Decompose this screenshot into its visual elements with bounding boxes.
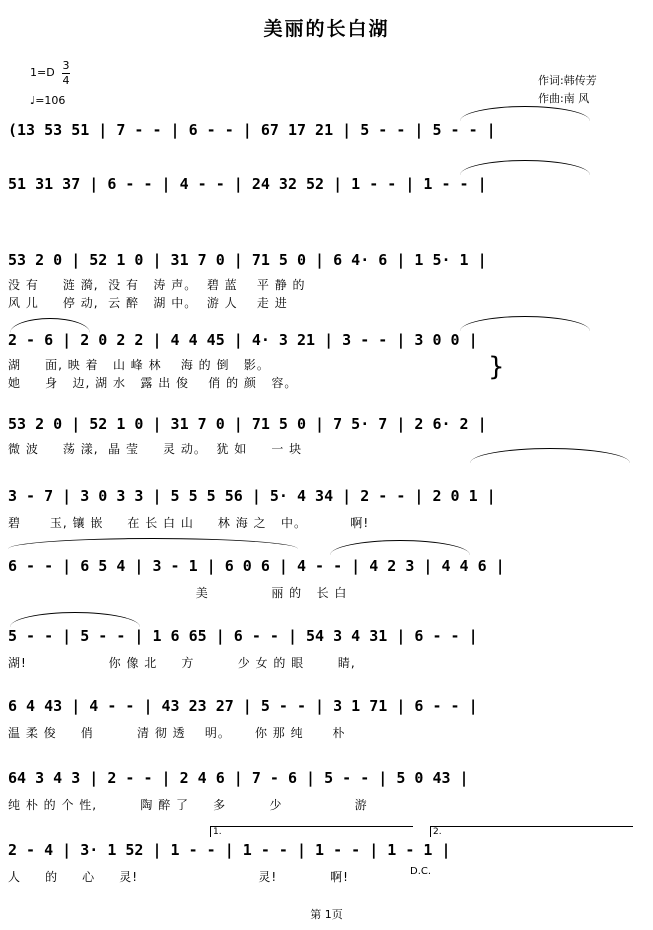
lyric-row-4-verse-2: 她 身 边, 湖 水 露 出 俊 俏 的 颜 容。 (8, 376, 298, 390)
page-number: 第 1页 (310, 908, 343, 921)
tie-arc (10, 318, 90, 333)
volta-2: 2. (430, 826, 633, 837)
time-top: 3 (62, 59, 70, 72)
notes-row-5: 53 2 0 | 52 1 0 | 31 7 0 | 71 5 0 | 7 5· 7 | 2 6· 2 | (8, 415, 487, 433)
lyric-row-11: 人 的 心 灵! 灵! 啊! (8, 870, 349, 884)
time-signature (62, 60, 70, 87)
volta-1: 1. (210, 826, 413, 837)
lyric-row-3-verse-1: 没 有 涟 漪, 没 有 涛 声。 碧 蓝 平 静 的 (8, 278, 306, 292)
notes-row-8: 5 - - | 5 - - | 1 6 65 | 6 - - | 54 3 4 31 | 6 - - | (8, 627, 478, 645)
tie-arc (460, 160, 590, 175)
dc-marking: D.C. (410, 866, 432, 877)
tie-arc (460, 316, 590, 331)
notes-row-6: 3 - 7 | 3 0 3 3 | 5 5 5 56 | 5· 4 34 | 2 - - | 2 0 1 | (8, 487, 496, 505)
tie-arc (10, 612, 140, 627)
notes-row-10: 64 3 4 3 | 2 - - | 2 4 6 | 7 - 6 | 5 - - | 5 0 43 | (8, 769, 469, 787)
tie-arc (330, 540, 470, 555)
lyric-row-9: 温 柔 俊 俏 清 彻 透 明。 你 那 纯 朴 (8, 726, 346, 740)
song-title: 美丽的长白湖 (263, 18, 390, 40)
tempo-marking: ♩=106 (30, 94, 66, 107)
notes-row-11: 2 - 4 | 3· 1 52 | 1 - - | 1 - - | 1 - - | 1 - 1 | (8, 841, 451, 859)
lyric-row-4-verse-1: 湖 面, 映 着 山 峰 林 海 的 倒 影。 (8, 358, 270, 372)
lyric-row-5: 微 波 荡 漾, 晶 莹 灵 动。 犹 如 一 块 (8, 442, 303, 456)
composer-credit: 作曲:南 风 (538, 92, 590, 105)
notes-row-7: 6 - - | 6 5 4 | 3 - 1 | 6 0 6 | 4 - - | 4 2 3 | 4 4 6 | (8, 557, 505, 575)
notes-row-4: 2 - 6 | 2 0 2 2 | 4 4 45 | 4· 3 21 | 3 - - | 3 0 0 | (8, 331, 478, 349)
lyric-row-3-verse-2: 风 儿 停 动, 云 醉 湖 中。 游 人 走 进 (8, 296, 288, 310)
time-bottom: 4 (62, 74, 70, 87)
score-row-1 (8, 120, 636, 154)
lyric-row-6: 碧 玉, 镶 嵌 在 长 白 山 林 海 之 中。 啊! (8, 516, 370, 530)
score-row-2 (8, 174, 636, 208)
lyric-row-8: 湖! 你 像 北 方 少 女 的 眼 睛, (8, 656, 356, 670)
slur-arc (8, 538, 298, 549)
notes-row-1: (13 53 51 | 7 - - | 6 - - | 67 17 21 | 5 - - | 5 - - | (8, 121, 496, 139)
notes-row-3: 53 2 0 | 52 1 0 | 31 7 0 | 71 5 0 | 6 4· 6 | 1 5· 1 | (8, 251, 487, 269)
tie-arc (470, 448, 630, 463)
notes-row-9: 6 4 43 | 4 - - | 43 23 27 | 5 - - | 3 1 71 | 6 - - | (8, 697, 478, 715)
verse-brace: } (488, 352, 505, 382)
key-signature: 1=D (30, 66, 55, 79)
notes-row-2: 51 31 37 | 6 - - | 4 - - | 24 32 52 | 1 - - | 1 - - | (8, 175, 487, 193)
lyric-row-7: 美 丽 的 长 白 (8, 586, 348, 600)
tie-arc (460, 106, 590, 121)
lyric-row-10: 纯 朴 的 个 性, 陶 醉 了 多 少 游 (8, 798, 368, 812)
lyricist-credit: 作词:韩传芳 (538, 74, 597, 87)
